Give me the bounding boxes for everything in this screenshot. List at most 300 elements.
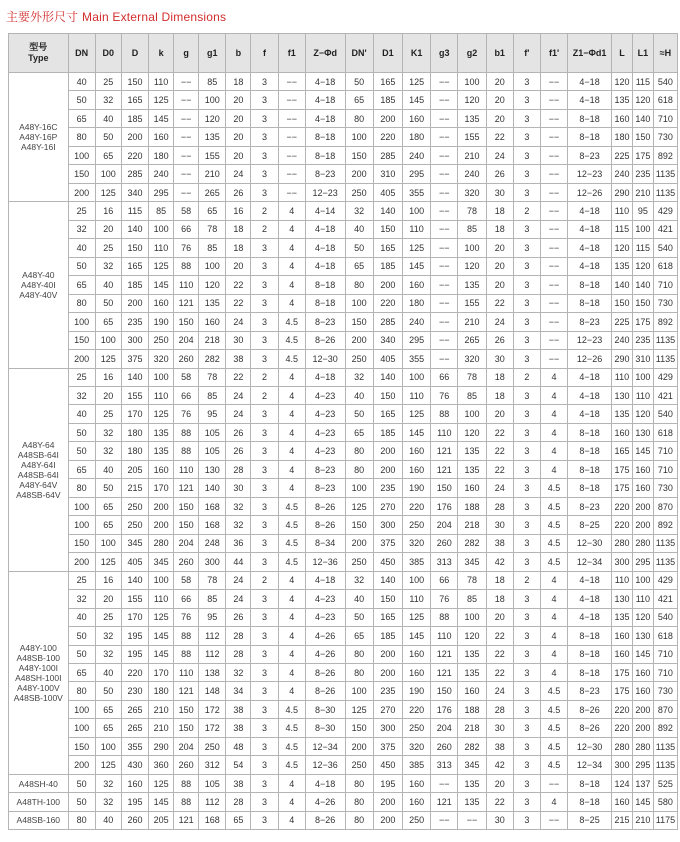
table-cell: 100	[345, 294, 373, 312]
table-cell: 210	[149, 719, 174, 737]
table-cell: 160	[403, 793, 431, 811]
table-cell: 145	[403, 257, 431, 275]
table-cell: −−	[540, 313, 567, 331]
table-cell: 140	[632, 109, 653, 127]
table-cell: 8−18	[305, 146, 345, 164]
type-label: A48SB-64V	[16, 489, 61, 500]
table-cell: 4	[540, 793, 567, 811]
table-cell: 22	[226, 294, 251, 312]
table-cell: 150	[121, 239, 148, 257]
table-cell: 1135	[653, 331, 677, 349]
table-cell: 4.5	[278, 350, 305, 368]
table-cell: 140	[121, 220, 148, 238]
table-cell: 95	[632, 202, 653, 220]
type-label: A48Y-100I	[18, 662, 58, 673]
table-cell: 8−34	[305, 534, 345, 552]
table-cell: 3	[513, 756, 540, 774]
table-cell: 260	[431, 534, 458, 552]
table-cell: 3	[513, 386, 540, 404]
table-cell: 65	[95, 146, 121, 164]
table-cell: 121	[431, 793, 458, 811]
table-cell: 429	[653, 202, 677, 220]
table-cell: 50	[95, 294, 121, 312]
table-cell: 32	[95, 257, 121, 275]
table-cell: 8−18	[568, 627, 612, 645]
table-cell: 76	[174, 608, 199, 626]
table-cell: 300	[612, 756, 633, 774]
table-cell: 205	[149, 811, 174, 829]
table-cell: 3	[251, 590, 278, 608]
table-cell: 300	[199, 553, 226, 571]
type-label: A48SB-160	[16, 815, 61, 826]
table-cell: 165	[373, 405, 402, 423]
table-cell: 280	[612, 737, 633, 755]
table-cell: 3	[251, 183, 278, 201]
table-row	[9, 811, 678, 829]
table-cell: 8−18	[568, 442, 612, 460]
table-cell: 8−26	[305, 497, 345, 515]
table-cell: −−	[540, 183, 567, 201]
table-cell: 12−34	[568, 553, 612, 571]
table-cell: 40	[95, 664, 121, 682]
table-row	[9, 220, 678, 238]
table-cell: 4	[278, 294, 305, 312]
table-cell: 20	[486, 608, 513, 626]
table-cell: 85	[199, 73, 226, 91]
table-cell: 22	[226, 276, 251, 294]
table-cell: 145	[149, 645, 174, 663]
table-cell: 95	[199, 405, 226, 423]
table-cell: 20	[486, 109, 513, 127]
type-cell	[9, 368, 69, 571]
table-cell: 190	[403, 682, 431, 700]
table-row	[9, 146, 678, 164]
table-cell: 85	[458, 220, 486, 238]
table-cell: 110	[149, 386, 174, 404]
table-cell: 110	[174, 460, 199, 478]
table-cell: 200	[373, 460, 402, 478]
table-cell: 160	[121, 774, 148, 792]
table-cell: 110	[149, 590, 174, 608]
table-cell: 3	[251, 128, 278, 146]
table-cell: 115	[632, 73, 653, 91]
table-cell: 50	[68, 423, 95, 441]
table-cell: 310	[632, 350, 653, 368]
table-cell: 36	[226, 534, 251, 552]
table-cell: 100	[199, 91, 226, 109]
table-cell: 4	[278, 645, 305, 663]
table-cell: 8−18	[305, 128, 345, 146]
table-cell: −−	[431, 146, 458, 164]
table-cell: 3	[513, 313, 540, 331]
table-cell: 100	[199, 257, 226, 275]
table-row	[9, 645, 678, 663]
table-row	[9, 682, 678, 700]
table-cell: −−	[540, 276, 567, 294]
table-cell: 85	[149, 202, 174, 220]
table-cell: 155	[458, 128, 486, 146]
table-cell: 50	[68, 645, 95, 663]
table-cell: 100	[95, 737, 121, 755]
table-cell: 12−26	[568, 183, 612, 201]
table-cell: 3	[251, 627, 278, 645]
table-cell: 150	[174, 313, 199, 331]
table-row	[9, 350, 678, 368]
table-cell: −−	[540, 220, 567, 238]
table-cell: 80	[345, 442, 373, 460]
table-cell: 150	[345, 313, 373, 331]
table-cell: 250	[345, 553, 373, 571]
table-cell: 340	[121, 183, 148, 201]
table-cell: 168	[199, 811, 226, 829]
table-cell: 100	[458, 73, 486, 91]
table-cell: 4.5	[540, 479, 567, 497]
table-cell: −−	[431, 91, 458, 109]
table-cell: 145	[632, 793, 653, 811]
table-cell: −−	[431, 220, 458, 238]
table-cell: 355	[121, 737, 148, 755]
table-cell: 313	[431, 553, 458, 571]
table-cell: 3	[251, 276, 278, 294]
table-cell: 8−26	[568, 719, 612, 737]
table-cell: 312	[199, 756, 226, 774]
type-label: A48Y-40I	[20, 279, 56, 290]
type-label: A48Y-16P	[19, 132, 58, 143]
table-cell: 3	[513, 774, 540, 792]
table-cell: 3	[251, 313, 278, 331]
table-cell: 40	[68, 405, 95, 423]
table-cell: 110	[149, 73, 174, 91]
table-cell: 710	[653, 645, 677, 663]
table-cell: 235	[121, 313, 148, 331]
table-cell: 3	[513, 516, 540, 534]
table-cell: 121	[174, 294, 199, 312]
table-cell: 4	[540, 460, 567, 478]
table-cell: 290	[149, 737, 174, 755]
table-cell: 50	[345, 239, 373, 257]
table-cell: 130	[612, 386, 633, 404]
table-cell: 185	[121, 109, 148, 127]
table-cell: 3	[513, 109, 540, 127]
table-cell: 100	[403, 202, 431, 220]
table-cell: 8−18	[568, 109, 612, 127]
table-cell: 200	[373, 109, 402, 127]
table-cell: 3	[513, 553, 540, 571]
table-cell: 160	[612, 627, 633, 645]
table-row	[9, 331, 678, 349]
table-cell: 160	[458, 682, 486, 700]
table-cell: 50	[68, 627, 95, 645]
table-cell: 135	[458, 664, 486, 682]
table-cell: 76	[431, 590, 458, 608]
table-cell: 320	[149, 350, 174, 368]
table-cell: 3	[513, 627, 540, 645]
table-cell: 320	[403, 737, 431, 755]
table-cell: 22	[226, 368, 251, 386]
table-cell: 4	[278, 257, 305, 275]
table-cell: 4	[540, 627, 567, 645]
table-cell: 730	[653, 128, 677, 146]
header-col: Z1−Φd1	[568, 34, 612, 73]
table-cell: 429	[653, 368, 677, 386]
table-cell: −−	[431, 73, 458, 91]
header-col: DN'	[345, 34, 373, 73]
table-cell: 38	[226, 774, 251, 792]
table-cell: 4.5	[278, 313, 305, 331]
table-cell: 8−30	[305, 700, 345, 718]
table-cell: 4−26	[305, 645, 345, 663]
table-cell: 25	[95, 405, 121, 423]
table-cell: 165	[373, 608, 402, 626]
table-cell: 100	[632, 571, 653, 589]
table-cell: 270	[373, 700, 402, 718]
table-row	[9, 756, 678, 774]
table-cell: 20	[95, 220, 121, 238]
table-cell: 44	[226, 553, 251, 571]
table-cell: 220	[403, 700, 431, 718]
table-cell: 80	[345, 645, 373, 663]
table-cell: 50	[95, 479, 121, 497]
table-cell: 22	[486, 294, 513, 312]
table-row	[9, 239, 678, 257]
table-cell: 260	[174, 553, 199, 571]
table-cell: 204	[174, 331, 199, 349]
table-cell: 4.5	[540, 700, 567, 718]
table-cell: 42	[486, 756, 513, 774]
table-cell: 150	[431, 479, 458, 497]
table-cell: 112	[199, 793, 226, 811]
table-cell: 180	[612, 128, 633, 146]
table-cell: 150	[174, 719, 199, 737]
table-cell: 50	[345, 73, 373, 91]
table-cell: 282	[199, 350, 226, 368]
table-cell: 125	[345, 700, 373, 718]
table-cell: 22	[486, 128, 513, 146]
table-cell: 195	[121, 645, 148, 663]
table-cell: 30	[486, 350, 513, 368]
table-cell: 3	[513, 183, 540, 201]
table-cell: 12−23	[568, 331, 612, 349]
table-row	[9, 442, 678, 460]
table-cell: 18	[486, 386, 513, 404]
table-cell: 421	[653, 386, 677, 404]
table-cell: 28	[226, 645, 251, 663]
table-cell: 220	[612, 497, 633, 515]
table-cell: 85	[199, 239, 226, 257]
table-cell: 78	[199, 220, 226, 238]
table-cell: 80	[345, 793, 373, 811]
table-cell: 8−25	[568, 811, 612, 829]
table-cell: 22	[486, 627, 513, 645]
table-cell: 78	[458, 571, 486, 589]
table-cell: 120	[612, 73, 633, 91]
table-cell: 3	[513, 479, 540, 497]
table-cell: 100	[458, 239, 486, 257]
table-cell: 18	[486, 202, 513, 220]
table-cell: 112	[199, 645, 226, 663]
table-cell: 200	[632, 719, 653, 737]
table-cell: 78	[458, 202, 486, 220]
table-cell: 280	[632, 737, 653, 755]
table-cell: 710	[653, 664, 677, 682]
table-cell: 25	[95, 239, 121, 257]
table-cell: 540	[653, 239, 677, 257]
table-cell: 260	[174, 350, 199, 368]
table-cell: 200	[373, 276, 402, 294]
table-cell: 450	[373, 756, 402, 774]
table-cell: 300	[121, 331, 148, 349]
table-cell: 3	[251, 737, 278, 755]
table-cell: 185	[373, 257, 402, 275]
table-cell: 112	[199, 627, 226, 645]
table-row	[9, 73, 678, 91]
table-cell: −−	[540, 257, 567, 275]
table-cell: −−	[540, 128, 567, 146]
table-cell: 3	[513, 719, 540, 737]
table-cell: 250	[149, 331, 174, 349]
table-cell: −−	[174, 128, 199, 146]
table-cell: 195	[373, 774, 402, 792]
table-cell: 385	[403, 756, 431, 774]
table-cell: 18	[226, 73, 251, 91]
table-cell: −−	[278, 73, 305, 91]
table-cell: 110	[174, 276, 199, 294]
table-cell: 50	[345, 608, 373, 626]
table-cell: 125	[403, 73, 431, 91]
table-cell: 78	[199, 368, 226, 386]
table-cell: 4	[278, 793, 305, 811]
table-cell: 4	[540, 571, 567, 589]
table-cell: 12−34	[305, 737, 345, 755]
table-cell: 4−18	[568, 91, 612, 109]
table-cell: 150	[373, 220, 402, 238]
table-cell: 160	[403, 109, 431, 127]
table-cell: 4.5	[540, 497, 567, 515]
table-cell: 125	[149, 257, 174, 275]
table-cell: 4	[278, 460, 305, 478]
table-cell: 25	[95, 73, 121, 91]
table-cell: 360	[149, 756, 174, 774]
table-cell: 200	[68, 183, 95, 201]
table-cell: 135	[612, 257, 633, 275]
table-cell: 4	[278, 442, 305, 460]
table-cell: 4.5	[278, 553, 305, 571]
table-cell: 50	[68, 257, 95, 275]
table-cell: −−	[431, 128, 458, 146]
table-cell: 200	[373, 442, 402, 460]
type-cell	[9, 793, 69, 811]
table-cell: −−	[458, 811, 486, 829]
table-cell: 8−18	[305, 276, 345, 294]
table-row	[9, 737, 678, 755]
table-cell: 3	[513, 682, 540, 700]
table-cell: 40	[68, 608, 95, 626]
table-cell: 295	[403, 165, 431, 183]
table-cell: 4−23	[305, 442, 345, 460]
table-cell: 220	[121, 146, 148, 164]
table-cell: 110	[632, 590, 653, 608]
table-cell: 22	[486, 460, 513, 478]
table-cell: 50	[68, 774, 95, 792]
table-cell: 22	[486, 664, 513, 682]
table-cell: 200	[373, 811, 402, 829]
table-cell: 135	[199, 294, 226, 312]
table-cell: 175	[612, 479, 633, 497]
table-cell: 250	[403, 811, 431, 829]
table-cell: 4−23	[305, 608, 345, 626]
table-cell: 160	[403, 442, 431, 460]
table-cell: 110	[149, 239, 174, 257]
table-cell: 20	[226, 257, 251, 275]
table-cell: 12−30	[568, 534, 612, 552]
table-cell: 65	[95, 313, 121, 331]
table-cell: 185	[373, 627, 402, 645]
table-cell: 3	[513, 423, 540, 441]
table-cell: 88	[174, 793, 199, 811]
table-cell: 65	[68, 109, 95, 127]
table-cell: −−	[431, 313, 458, 331]
type-label: A48Y-64	[22, 439, 55, 450]
table-cell: 295	[149, 183, 174, 201]
table-cell: 4	[278, 664, 305, 682]
table-cell: 4	[278, 239, 305, 257]
table-cell: 3	[251, 442, 278, 460]
table-cell: 125	[149, 405, 174, 423]
table-cell: 3	[251, 682, 278, 700]
table-cell: 88	[174, 627, 199, 645]
table-cell: 100	[403, 571, 431, 589]
table-cell: 180	[403, 128, 431, 146]
table-cell: 145	[149, 109, 174, 127]
table-cell: 30	[226, 331, 251, 349]
table-cell: −−	[278, 128, 305, 146]
table-cell: 18	[486, 571, 513, 589]
table-cell: 135	[458, 460, 486, 478]
table-cell: 1135	[653, 183, 677, 201]
table-cell: 175	[632, 146, 653, 164]
table-cell: 165	[121, 91, 148, 109]
table-cell: 3	[513, 700, 540, 718]
table-cell: 730	[653, 294, 677, 312]
table-cell: 4.5	[540, 682, 567, 700]
table-cell: 100	[458, 608, 486, 626]
table-cell: 240	[458, 165, 486, 183]
table-cell: 137	[632, 774, 653, 792]
title-cn: 主要外形尺寸	[6, 10, 79, 24]
table-cell: 172	[199, 700, 226, 718]
table-cell: 18	[226, 220, 251, 238]
table-cell: 4	[278, 202, 305, 220]
table-cell: 80	[345, 811, 373, 829]
header-type-cn: 型号	[29, 42, 48, 52]
table-cell: 20	[95, 386, 121, 404]
table-cell: 78	[199, 571, 226, 589]
table-row	[9, 313, 678, 331]
table-cell: 30	[226, 479, 251, 497]
type-label: A48TH-100	[16, 797, 61, 808]
table-cell: 100	[95, 331, 121, 349]
table-cell: 155	[121, 590, 148, 608]
table-cell: 210	[632, 183, 653, 201]
table-cell: 3	[251, 91, 278, 109]
table-cell: 4−18	[305, 73, 345, 91]
table-cell: 1135	[653, 534, 677, 552]
table-cell: 20	[226, 146, 251, 164]
table-cell: 148	[199, 682, 226, 700]
table-cell: 375	[373, 737, 402, 755]
table-cell: 135	[458, 276, 486, 294]
table-cell: 65	[95, 700, 121, 718]
